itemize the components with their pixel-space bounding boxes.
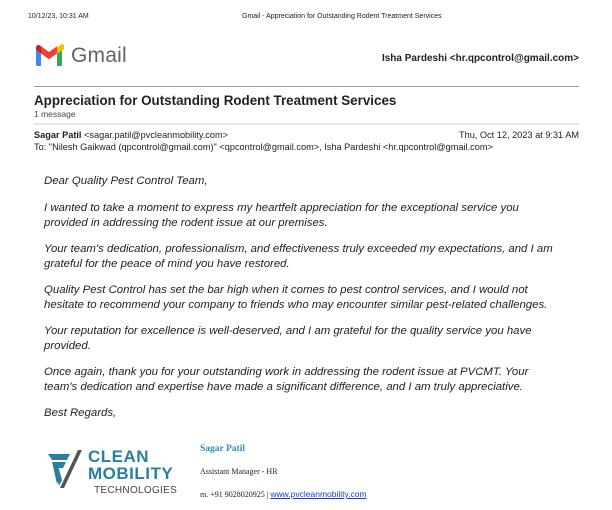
website-link[interactable]: www.pvcleanmobility.com bbox=[270, 489, 367, 499]
gmail-logo bbox=[34, 44, 127, 68]
body-paragraph: Your team's dedication, professionalism, and effectiveness truly exceeded my expectations, and I am grateful for the peace of mind you have restored. bbox=[44, 243, 553, 270]
body-paragraph: Your reputation for excellence is well-deserved, and I am grateful for the quality service you have provided. bbox=[44, 325, 532, 352]
gmail-header bbox=[34, 42, 579, 72]
company-logo bbox=[48, 448, 188, 498]
message-count: 1 message bbox=[34, 109, 76, 119]
gmail-wordmark: Gmail bbox=[71, 44, 127, 67]
print-page-title: Gmail - Appreciation for Outstanding Rodent Treatment Services bbox=[242, 13, 442, 20]
clean-mobility-mark-icon bbox=[48, 450, 88, 488]
signature-contact bbox=[200, 489, 367, 499]
divider-top bbox=[34, 86, 579, 87]
body-paragraph: I wanted to take a moment to express my heartfelt appreciation for the exceptional service you provided in addressing the rodent issue at our premises. bbox=[44, 202, 519, 229]
message-body bbox=[44, 174, 564, 432]
message-header bbox=[34, 130, 579, 140]
logo-text-mobility: MOBILITY bbox=[88, 464, 174, 483]
account-identity: Isha Pardeshi <hr.qpcontrol@gmail.com> bbox=[381, 53, 579, 64]
signature-role: Assistant Manager - HR bbox=[200, 467, 278, 476]
email-signature bbox=[44, 443, 444, 503]
logo-text-clean: CLEAN bbox=[88, 447, 150, 466]
greeting: Dear Quality Pest Control Team, bbox=[44, 175, 208, 187]
signature-name: Sagar Patil bbox=[200, 444, 245, 454]
body-paragraph: Once again, thank you for your outstanding work in addressing the rodent issue at PVCMT. Your team's dedication and expertise have made a significant difference, and I am truly appreciative. bbox=[44, 366, 529, 393]
thread-subject: Appreciation for Outstanding Rodent Treatment Services bbox=[34, 93, 397, 108]
signature-phone: m. +91 9028020925 | bbox=[200, 490, 271, 499]
sender-name: Sagar Patil bbox=[34, 130, 82, 140]
gmail-m-icon bbox=[34, 44, 64, 68]
sender-email: <sagar.patil@pvcleanmobility.com> bbox=[81, 130, 229, 140]
sent-date: Thu, Oct 12, 2023 at 9:31 AM bbox=[458, 130, 579, 140]
print-date-time: 10/12/23, 10:31 AM bbox=[28, 13, 89, 20]
recipients-line: To: "Nilesh Gaikwad (qpcontrol@gmail.com)" <qpcontrol@gmail.com>, Isha Pardeshi <hr.qpcontrol@gmail.com> bbox=[34, 142, 493, 152]
logo-text-technologies: TECHNOLOGIES bbox=[94, 485, 178, 496]
closing: Best Regards, bbox=[44, 407, 117, 419]
print-header bbox=[0, 13, 612, 25]
divider-thread bbox=[34, 123, 579, 125]
body-paragraph: Quality Pest Control has set the bar high when it comes to pest control services, and I would not hesitate to recommend your company to friends who may encounter similar pest-related challenges. bbox=[44, 284, 548, 311]
